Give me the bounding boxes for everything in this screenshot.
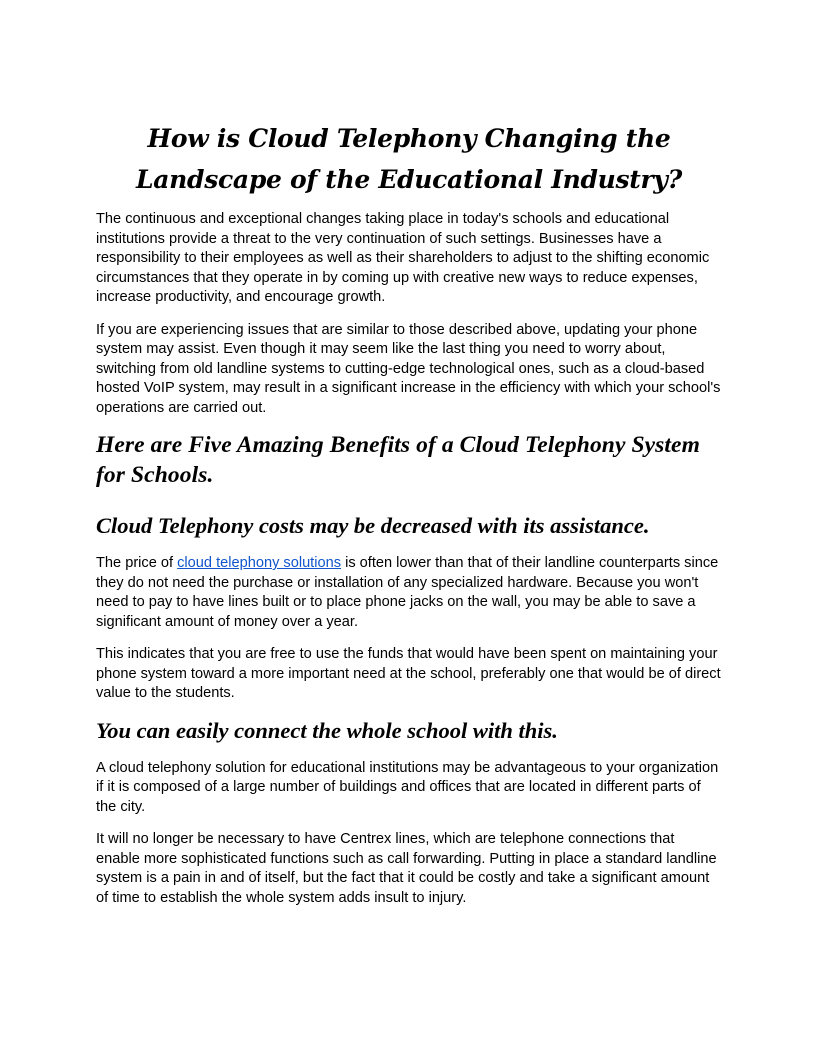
benefit-2-paragraph-1: A cloud telephony solution for educational institutions may be advantageous to your organization if it is composed of a large number of buildings and offices that are located in different parts of the city.	[96, 759, 719, 815]
intro-paragraph-1: The continuous and exceptional changes taking place in today's schools and educational institutions provide a threat to the very continuation of such settings. Businesses have a responsibility to their employees as well as their shareholders to adjust to the shifting economic circumstances that they operate in by coming up with creative new ways to reduce expenses, increase productivity, and encourage growth.	[96, 211, 710, 305]
benefit-2-paragraph-2: It will no longer be necessary to have Centrex lines, which are telephone connections that enable more sophisticated functions such as call forwarding. Putting in place a standard landline system is a pain in and of itself, but the fact that it could be costly and take a significant amount of time to establish the whole system adds insult to injury.	[96, 831, 717, 906]
cloud-telephony-solutions-link[interactable]: cloud telephony solutions	[177, 555, 342, 571]
benefit-1-paragraph-1	[96, 554, 722, 632]
benefit-1-text-after-link: is often lower than that of their landline counterparts since they do not need the purchase or installation of any specialized hardware. Because you won't need to pay to have lines built or to place phone jacks on the wall, you may be able to save a significant amount of money over a year.	[96, 555, 719, 630]
benefit-1-paragraph-2: This indicates that you are free to use the funds that would have been spent on maintaining your phone system toward a more important need at the school, preferably one that would be of direct value to the students.	[96, 646, 721, 701]
benefit-1-heading: Cloud Telephony costs may be decreased with its assistance.	[96, 513, 650, 538]
benefit-1-text-before-link: The price of	[96, 555, 178, 571]
document-page	[96, 118, 722, 921]
benefit-2-heading: You can easily connect the whole school with this.	[96, 717, 558, 743]
section-heading: Here are Five Amazing Benefits of a Cloud Telephony System for Schools.	[96, 432, 700, 488]
intro-paragraph-2: If you are experiencing issues that are similar to those described above, updating your phone system may assist. Even though it may seem like the last thing you need to worry about, switching from old landline systems to cutting-edge technological ones, such as a cloud-based hosted VoIP system, may result in a significant increase in the efficiency with which your school's operations are carried out.	[96, 321, 721, 416]
document-title: How is Cloud Telephony Changing the Landscape of the Educational Industry?	[135, 124, 682, 194]
